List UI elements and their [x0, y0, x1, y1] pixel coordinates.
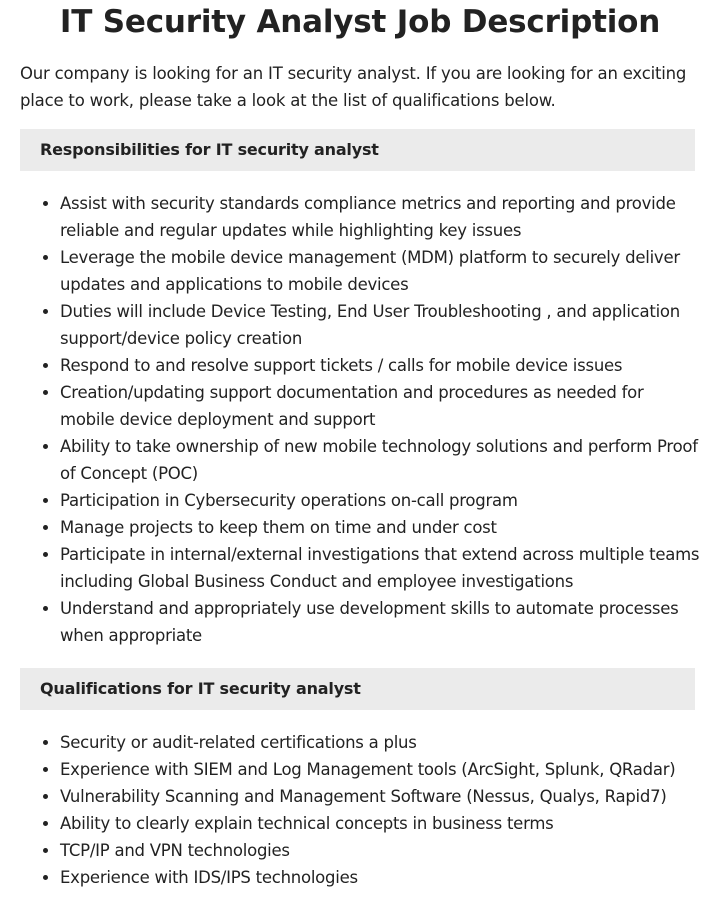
list-item: • Creation/updating support documentation and procedures as needed for mobile device deployment and support	[60, 379, 700, 433]
list-item: • Security or audit-related certifications a plus	[60, 729, 700, 756]
list-item: • Duties will include Device Testing, End User Troubleshooting , and application support/device policy creation	[60, 298, 700, 352]
list-item: • Experience with SIEM and Log Management tools (ArcSight, Splunk, QRadar)	[60, 756, 700, 783]
list-item: • Ability to clearly explain technical concepts in business terms	[60, 810, 700, 837]
responsibilities-list	[20, 190, 700, 649]
list-item: • Manage projects to keep them on time and under cost	[60, 514, 700, 541]
responsibilities-heading: Responsibilities for IT security analyst	[20, 129, 695, 171]
list-item: • Ability to take ownership of new mobile technology solutions and perform Proof of Concept (POC)	[60, 433, 700, 487]
list-item: • Experience with IDS/IPS technologies	[60, 864, 700, 891]
list-item: • Participate in internal/external investigations that extend across multiple teams including Global Business Conduct and employee investigations	[60, 541, 700, 595]
list-item: • Participation in Cybersecurity operations on-call program	[60, 487, 700, 514]
list-item: • Respond to and resolve support tickets / calls for mobile device issues	[60, 352, 700, 379]
qualifications-heading: Qualifications for IT security analyst	[20, 668, 695, 710]
intro-paragraph: Our company is looking for an IT security analyst. If you are looking for an exciting place to work, please take a look at the list of qualifications below.	[20, 64, 687, 110]
list-item: • TCP/IP and VPN technologies	[60, 837, 700, 864]
page-title: IT Security Analyst Job Description	[59, 4, 661, 40]
qualifications-list	[20, 729, 700, 891]
list-item: • Understand and appropriately use development skills to automate processes when appropriate	[60, 595, 700, 649]
list-item: • Leverage the mobile device management (MDM) platform to securely deliver updates and applications to mobile devices	[60, 244, 700, 298]
list-item: • Assist with security standards compliance metrics and reporting and provide reliable and regular updates while highlighting key issues	[60, 190, 700, 244]
list-item: • Vulnerability Scanning and Management Software (Nessus, Qualys, Rapid7)	[60, 783, 700, 810]
